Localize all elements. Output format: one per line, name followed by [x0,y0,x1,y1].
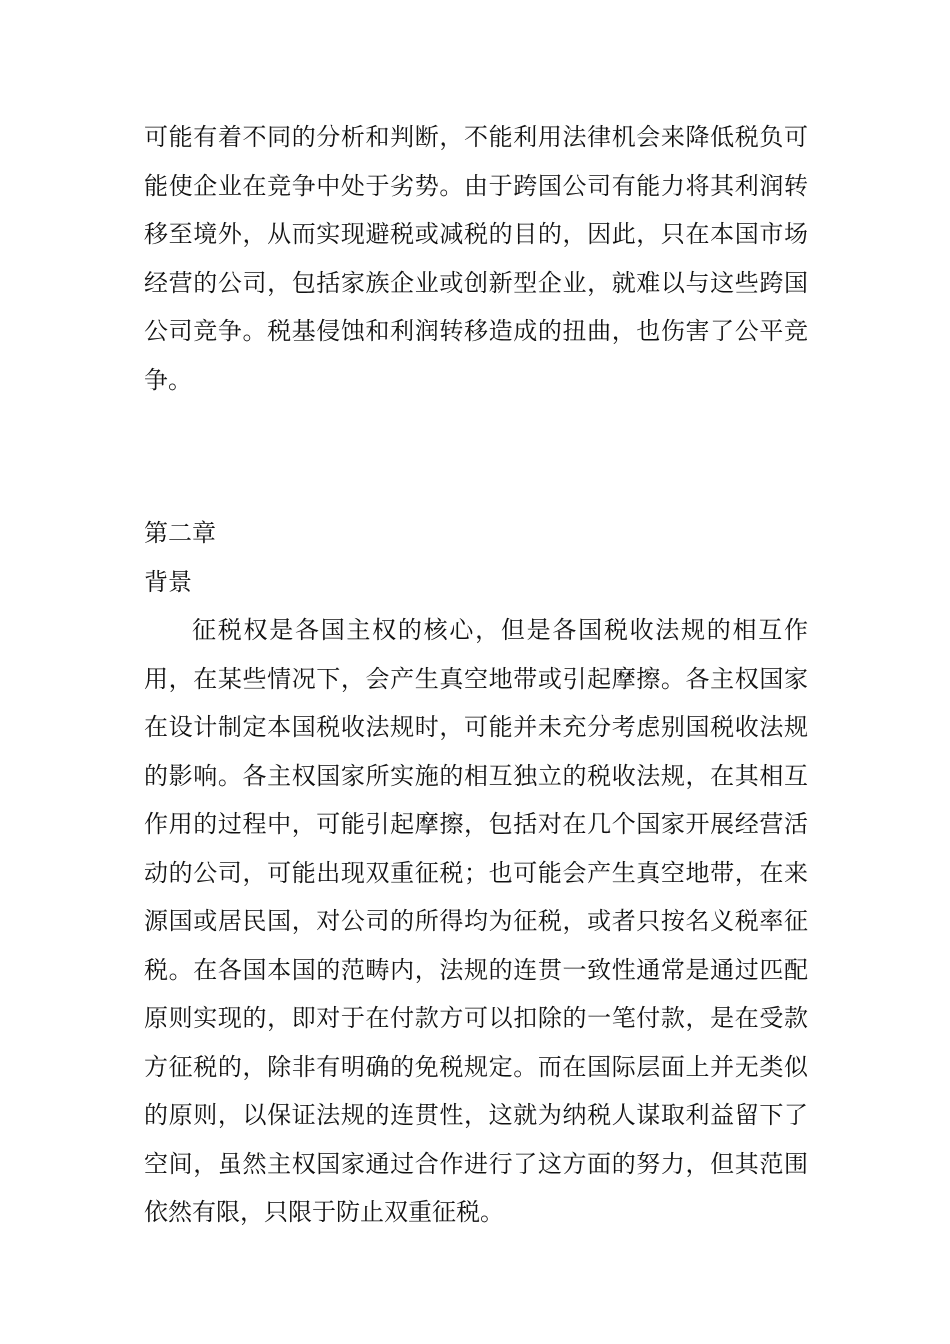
body-paragraph: 征税权是各国主权的核心，但是各国税收法规的相互作用，在某些情况下，会产生真空地带或引起摩擦。各主权国家在设计制定本国税收法规时，可能并未充分考虑别国税收法规的影响。各主权国家所实施的相互独立的税收法规，在其相互作用的过程中，可能引起摩擦，包括对在几个国家开展经营活动的公司，可能出现双重征税；也可能会产生真空地带，在来源国或居民国，对公司的所得均为征税，或者只按名义税率征税。在各国本国的范畴内，法规的连贯一致性通常是通过匹配原则实现的，即对于在付款方可以扣除的一笔付款，是在受款方征税的，除非有明确的免税规定。而在国际层面上并无类似的原则，以保证法规的连贯性，这就为纳税人谋取利益留下了空间，虽然主权国家通过合作进行了这方面的努力，但其范围依然有限，只限于防止双重征税。 [144,616,808,1226]
chapter-heading: 第二章 [144,519,216,547]
continuation-paragraph: 可能有着不同的分析和判断，不能利用法律机会来降低税负可能使企业在竞争中处于劣势。由于跨国公司有能力将其利润转移至境外，从而实现避税或减税的目的，因此，只在本国市场经营的公司，包括家族企业或创新型企业，就难以与这些跨国公司竞争。税基侵蚀和利润转移造成的扭曲，也伤害了公平竞争。 [144,123,808,394]
section-heading: 背景 [144,568,192,596]
